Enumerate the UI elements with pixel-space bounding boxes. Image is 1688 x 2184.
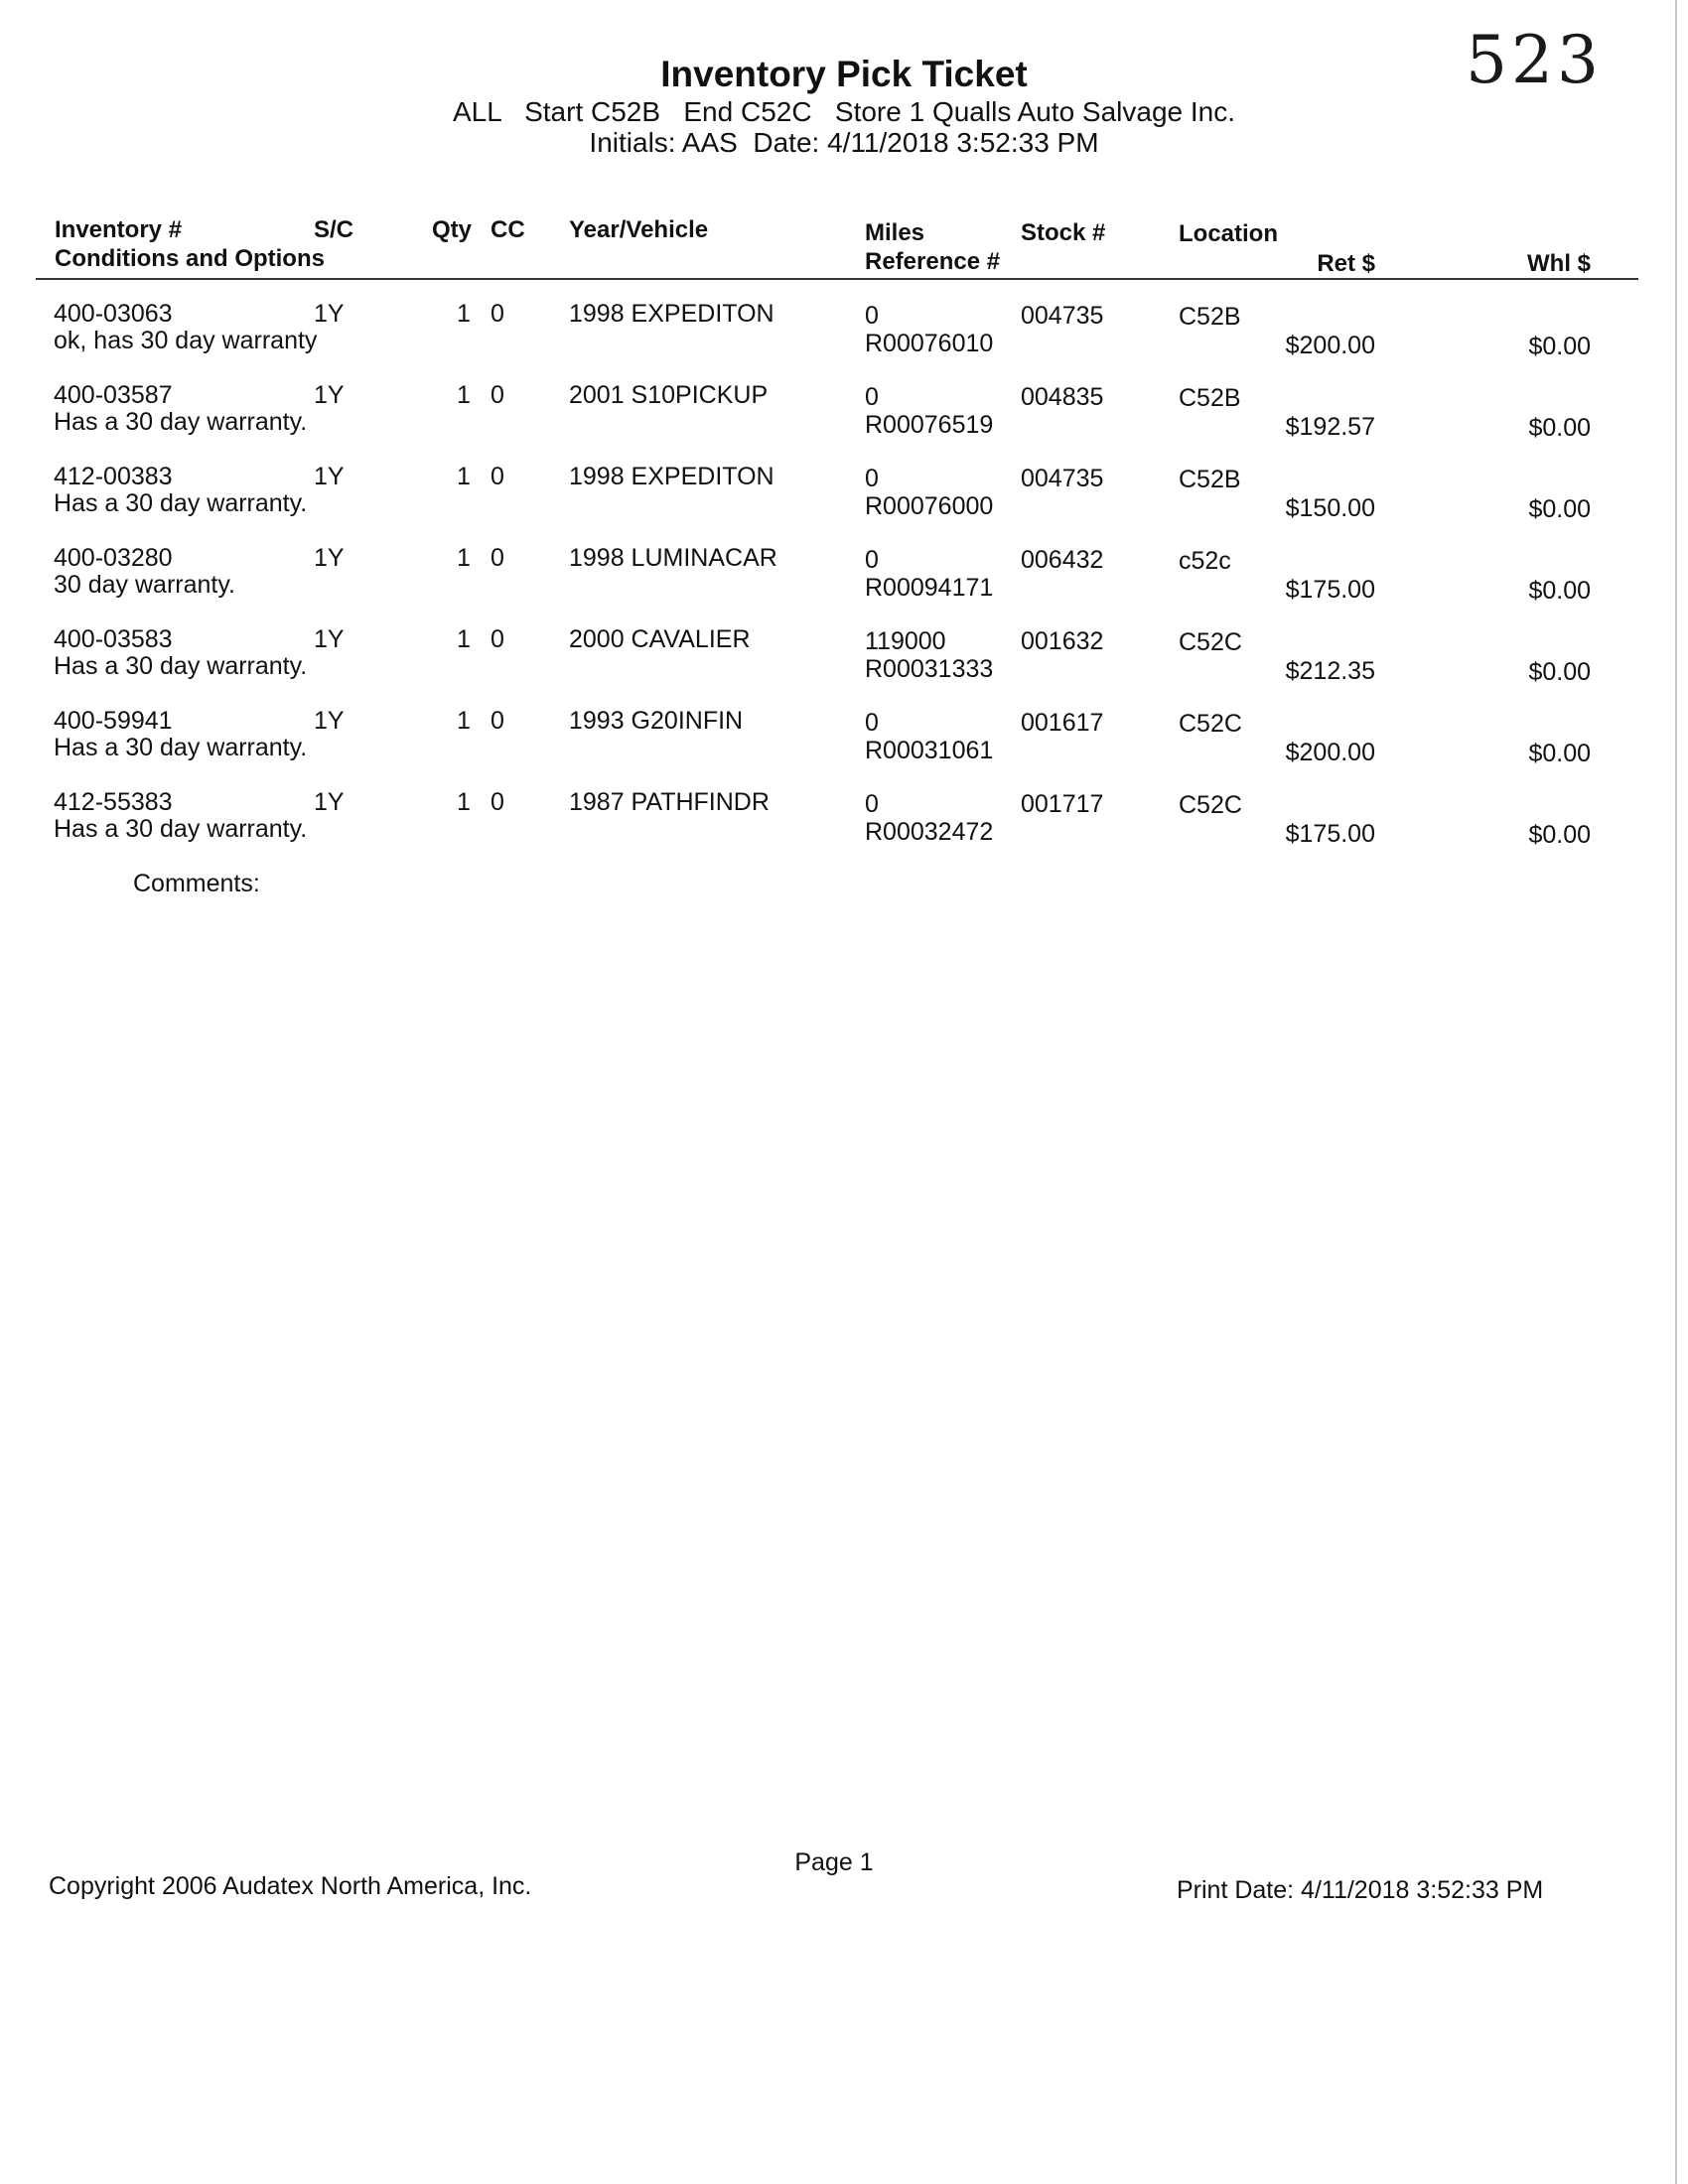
inventory-number: 400-03583 [54,625,173,653]
year-vehicle: 1993 G20INFIN [569,707,744,735]
retail-price: $175.00 [1285,820,1375,848]
header-cc: CC [491,216,525,243]
retail-price: $200.00 [1285,739,1375,766]
reference-number: R00031333 [865,655,994,683]
quantity: 1 [457,707,471,735]
stock-number: 001617 [1021,709,1104,737]
location: C52B [1179,303,1241,331]
location: C52C [1179,710,1242,738]
quantity: 1 [457,463,471,490]
cc-value: 0 [491,544,504,572]
miles: 119000 [865,627,946,655]
year-vehicle: 1998 LUMINACAR [569,544,777,572]
wholesale-price: $0.00 [1528,495,1591,523]
miles: 0 [865,790,879,818]
header-stock: Stock # [1021,219,1106,246]
page-number: Page 1 [794,1848,874,1876]
reference-number: R00076010 [865,330,994,357]
quantity: 1 [457,300,471,328]
quantity: 1 [457,788,471,816]
reference-number: R00076000 [865,492,994,520]
cc-value: 0 [491,788,504,816]
stock-number: 001632 [1021,627,1104,655]
sc-code: 1Y [314,625,345,653]
report-parameters: ALL Start C52B End C52C Store 1 Qualls Auto Salvage Inc. [452,96,1236,127]
location: C52B [1179,466,1241,493]
cc-value: 0 [491,625,504,653]
comments-label: Comments: [133,870,260,897]
wholesale-price: $0.00 [1528,740,1591,767]
reference-number: R00031061 [865,737,994,764]
reference-number: R00094171 [865,574,994,602]
year-vehicle: 1998 EXPEDITON [569,300,774,328]
table-row [0,625,1688,705]
location: C52C [1179,791,1242,819]
table-row [0,707,1688,786]
inventory-number: 400-59941 [54,707,173,735]
miles: 0 [865,465,879,492]
miles: 0 [865,302,879,330]
quantity: 1 [457,544,471,572]
stock-number: 001717 [1021,790,1104,818]
cc-value: 0 [491,381,504,409]
header-miles: Miles [865,219,925,246]
year-vehicle: 2001 S10PICKUP [569,381,769,409]
header-conditions: Conditions and Options [55,245,325,272]
conditions: ok, has 30 day warranty [54,327,318,354]
reference-number: R00076519 [865,411,994,439]
conditions: Has a 30 day warranty. [54,652,308,680]
wholesale-price: $0.00 [1528,577,1591,605]
location: C52C [1179,628,1242,656]
copyright-text: Copyright 2006 Audatex North America, Inc. [49,1872,532,1900]
table-row [0,463,1688,542]
retail-price: $192.57 [1285,413,1375,441]
header-reference: Reference # [865,248,1001,275]
header-qty: Qty [432,216,473,243]
conditions: 30 day warranty. [54,571,235,599]
handwritten-page-number: 523 [1466,22,1603,98]
inventory-number: 400-03587 [54,381,173,409]
stock-number: 004735 [1021,465,1104,492]
inventory-number: 400-03280 [54,544,173,572]
table-row [0,544,1688,623]
print-date: Print Date: 4/11/2018 3:52:33 PM [1177,1876,1544,1904]
inventory-number: 412-55383 [54,788,173,816]
cc-value: 0 [491,707,504,735]
cc-value: 0 [491,463,504,490]
header-year-vehicle: Year/Vehicle [569,216,709,243]
table-row [0,788,1688,868]
stock-number: 004835 [1021,383,1104,411]
conditions: Has a 30 day warranty. [54,489,308,517]
conditions: Has a 30 day warranty. [54,815,308,843]
year-vehicle: 1987 PATHFINDR [569,788,770,816]
retail-price: $212.35 [1285,657,1375,685]
conditions: Has a 30 day warranty. [54,408,308,436]
miles: 0 [865,546,879,574]
wholesale-price: $0.00 [1528,333,1591,360]
stock-number: 006432 [1021,546,1104,574]
sc-code: 1Y [314,381,345,409]
sc-code: 1Y [314,300,345,328]
header-whl: Whl $ [1527,250,1591,277]
inventory-number: 412-00383 [54,463,173,490]
year-vehicle: 2000 CAVALIER [569,625,751,653]
reference-number: R00032472 [865,818,994,846]
retail-price: $150.00 [1285,494,1375,522]
inventory-number: 400-03063 [54,300,173,328]
cc-value: 0 [491,300,504,328]
page-title: Inventory Pick Ticket [660,54,1028,94]
table-row [0,300,1688,379]
quantity: 1 [457,625,471,653]
stock-number: 004735 [1021,302,1104,330]
retail-price: $175.00 [1285,576,1375,604]
sc-code: 1Y [314,788,345,816]
header-ret: Ret $ [1317,250,1375,277]
quantity: 1 [457,381,471,409]
wholesale-price: $0.00 [1528,414,1591,442]
retail-price: $200.00 [1285,332,1375,359]
location: C52B [1179,384,1241,412]
table-row [0,381,1688,461]
miles: 0 [865,709,879,737]
sc-code: 1Y [314,707,345,735]
wholesale-price: $0.00 [1528,821,1591,849]
wholesale-price: $0.00 [1528,658,1591,686]
header-sc: S/C [314,216,354,243]
sc-code: 1Y [314,463,345,490]
location: c52c [1179,547,1231,575]
header-location: Location [1179,220,1278,247]
report-initials-date: Initials: AAS Date: 4/11/2018 3:52:33 PM [589,127,1099,158]
sc-code: 1Y [314,544,345,572]
year-vehicle: 1998 EXPEDITON [569,463,774,490]
header-divider [36,278,1638,280]
header-inventory: Inventory # [55,216,183,243]
miles: 0 [865,383,879,411]
conditions: Has a 30 day warranty. [54,734,308,761]
